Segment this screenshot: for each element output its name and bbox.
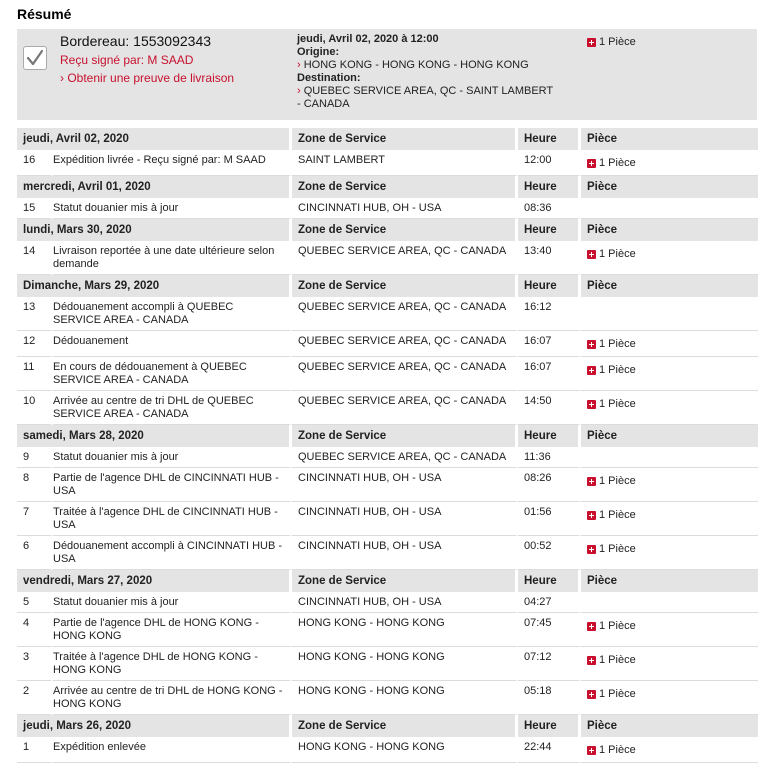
day-header-row	[17, 275, 758, 297]
event-piece-cell	[581, 681, 758, 715]
event-piece-cell	[581, 357, 758, 391]
piece-label: 1 Pièce	[599, 744, 636, 756]
event-piece-cell	[581, 447, 758, 468]
piece-label: 1 Pièce	[599, 364, 636, 376]
event-piece-cell	[581, 592, 758, 613]
piece-header: Pièce	[581, 275, 758, 297]
event-row	[17, 737, 758, 763]
event-time: 05:18	[518, 681, 581, 715]
event-time: 16:12	[518, 297, 581, 331]
event-row	[17, 502, 758, 536]
day-header-row	[17, 570, 758, 592]
event-description: En cours de dédouanement à QUEBEC SERVICE AREA - CANADA	[53, 357, 292, 391]
event-number: 10	[17, 391, 53, 425]
event-number: 1	[17, 737, 53, 763]
piece-toggle[interactable]	[587, 543, 636, 556]
expand-plus-icon	[587, 159, 596, 168]
day-header-row	[17, 128, 758, 150]
zone-header: Zone de Service	[292, 128, 518, 150]
piece-toggle[interactable]	[587, 248, 636, 261]
proof-of-delivery-link[interactable]	[60, 71, 234, 85]
piece-toggle[interactable]	[587, 744, 636, 757]
event-time: 00:52	[518, 536, 581, 570]
piece-label: 1 Pièce	[599, 509, 636, 521]
day-date: lundi, Mars 30, 2020	[17, 219, 292, 241]
piece-toggle[interactable]	[587, 157, 636, 170]
expand-plus-icon	[587, 622, 596, 631]
event-time: 08:36	[518, 198, 581, 219]
event-number: 12	[17, 331, 53, 357]
event-piece-cell	[581, 198, 758, 219]
event-zone: CINCINNATI HUB, OH - USA	[292, 502, 518, 536]
event-description: Expédition livrée - Reçu signé par: M SAAD	[53, 150, 292, 176]
event-description: Statut douanier mis à jour	[53, 198, 292, 219]
event-number: 7	[17, 502, 53, 536]
event-zone: QUEBEC SERVICE AREA, QC - CANADA	[292, 241, 518, 275]
piece-header: Pièce	[581, 219, 758, 241]
day-date: vendredi, Mars 27, 2020	[17, 570, 292, 592]
expand-plus-icon	[587, 340, 596, 349]
day-date: Dimanche, Mars 29, 2020	[17, 275, 292, 297]
event-time: 04:27	[518, 592, 581, 613]
piece-label: 1 Pièce	[599, 654, 636, 666]
event-time: 01:56	[518, 502, 581, 536]
piece-toggle[interactable]	[587, 398, 636, 411]
event-number: 6	[17, 536, 53, 570]
event-time: 07:12	[518, 647, 581, 681]
piece-toggle[interactable]	[587, 688, 636, 701]
event-row	[17, 357, 758, 391]
event-time: 16:07	[518, 357, 581, 391]
piece-toggle[interactable]	[587, 654, 636, 667]
event-number: 3	[17, 647, 53, 681]
tracking-history-table	[17, 128, 758, 763]
event-zone: QUEBEC SERVICE AREA, QC - CANADA	[292, 331, 518, 357]
event-description: Arrivée au centre de tri DHL de HONG KONG - HONG KONG	[53, 681, 292, 715]
expand-plus-icon	[587, 656, 596, 665]
day-date: samedi, Mars 28, 2020	[17, 425, 292, 447]
event-piece-cell	[581, 150, 758, 176]
event-row	[17, 681, 758, 715]
event-number: 11	[17, 357, 53, 391]
event-piece-cell	[581, 241, 758, 275]
event-number: 4	[17, 613, 53, 647]
event-description: Traitée à l'agence DHL de HONG KONG - HONG KONG	[53, 647, 292, 681]
piece-header: Pièce	[581, 570, 758, 592]
event-number: 16	[17, 150, 53, 176]
event-time: 16:07	[518, 331, 581, 357]
event-piece-cell	[581, 502, 758, 536]
piece-label: 1 Pièce	[599, 543, 636, 555]
event-description: Partie de l'agence DHL de HONG KONG - HONG KONG	[53, 613, 292, 647]
event-time: 08:26	[518, 468, 581, 502]
day-header-row	[17, 425, 758, 447]
event-description: Dédouanement accompli à CINCINNATI HUB - USA	[53, 536, 292, 570]
event-zone: CINCINNATI HUB, OH - USA	[292, 536, 518, 570]
event-time: 14:50	[518, 391, 581, 425]
piece-label: 1 Pièce	[599, 157, 636, 169]
event-piece-cell	[581, 737, 758, 763]
event-row	[17, 447, 758, 468]
origin-value: › HONG KONG - HONG KONG - HONG KONG	[297, 59, 529, 71]
piece-header: Pièce	[581, 715, 758, 737]
proof-link-label: Obtenir une preuve de livraison	[67, 71, 235, 85]
event-description: Statut douanier mis à jour	[53, 592, 292, 613]
event-description: Expédition enlevée	[53, 737, 292, 763]
event-row	[17, 331, 758, 357]
piece-toggle[interactable]	[587, 475, 636, 488]
piece-toggle[interactable]	[587, 364, 636, 377]
summary-pieces[interactable]: 1 Pièce	[587, 36, 636, 48]
event-description: Arrivée au centre de tri DHL de QUEBEC SERVICE AREA - CANADA	[53, 391, 292, 425]
zone-header: Zone de Service	[292, 275, 518, 297]
day-header-row	[17, 715, 758, 737]
event-number: 9	[17, 447, 53, 468]
destination-label: Destination:	[297, 72, 361, 84]
event-description: Livraison reportée à une date ultérieure selon demande	[53, 241, 292, 275]
event-piece-cell	[581, 468, 758, 502]
day-header-row	[17, 219, 758, 241]
origin-label: Origine:	[297, 46, 340, 58]
event-number: 5	[17, 592, 53, 613]
expand-plus-icon	[587, 545, 596, 554]
piece-header: Pièce	[581, 176, 758, 198]
event-row	[17, 391, 758, 425]
expand-plus-icon	[587, 746, 596, 755]
piece-toggle[interactable]	[587, 620, 636, 633]
time-header: Heure	[518, 128, 581, 150]
event-zone: CINCINNATI HUB, OH - USA	[292, 592, 518, 613]
event-piece-cell	[581, 331, 758, 357]
time-header: Heure	[518, 570, 581, 592]
day-header-row	[17, 176, 758, 198]
event-zone: CINCINNATI HUB, OH - USA	[292, 198, 518, 219]
piece-header: Pièce	[581, 425, 758, 447]
signed-by: Reçu signé par: M SAAD	[60, 53, 194, 67]
zone-header: Zone de Service	[292, 425, 518, 447]
time-header: Heure	[518, 275, 581, 297]
time-header: Heure	[518, 425, 581, 447]
event-time: 07:45	[518, 613, 581, 647]
event-row	[17, 468, 758, 502]
day-date: jeudi, Avril 02, 2020	[17, 128, 292, 150]
chevron-right-icon: ›	[297, 59, 301, 71]
waybill-number: Bordereau: 1553092343	[60, 33, 212, 49]
event-row	[17, 297, 758, 331]
event-zone: QUEBEC SERVICE AREA, QC - CANADA	[292, 297, 518, 331]
event-description: Traitée à l'agence DHL de CINCINNATI HUB - USA	[53, 502, 292, 536]
proof-arrow-icon: ›	[60, 71, 64, 85]
expand-plus-icon	[587, 366, 596, 375]
event-piece-cell	[581, 647, 758, 681]
event-piece-cell	[581, 613, 758, 647]
expand-plus-icon	[587, 400, 596, 409]
event-zone: QUEBEC SERVICE AREA, QC - CANADA	[292, 391, 518, 425]
event-zone: QUEBEC SERVICE AREA, QC - CANADA	[292, 357, 518, 391]
destination-value: › QUEBEC SERVICE AREA, QC - SAINT LAMBERT - CANADA	[297, 85, 553, 110]
expand-plus-icon	[587, 38, 596, 47]
event-description: Dédouanement	[53, 331, 292, 357]
piece-label: 1 Pièce	[599, 620, 636, 632]
time-header: Heure	[518, 176, 581, 198]
event-zone: QUEBEC SERVICE AREA, QC - CANADA	[292, 447, 518, 468]
shipment-summary	[17, 29, 757, 120]
time-header: Heure	[518, 219, 581, 241]
piece-header: Pièce	[581, 128, 758, 150]
event-time: 12:00	[518, 150, 581, 176]
zone-header: Zone de Service	[292, 219, 518, 241]
piece-label: 1 Pièce	[599, 688, 636, 700]
time-header: Heure	[518, 715, 581, 737]
event-description: Statut douanier mis à jour	[53, 447, 292, 468]
zone-header: Zone de Service	[292, 176, 518, 198]
piece-label: 1 Pièce	[599, 338, 636, 350]
event-time: 22:44	[518, 737, 581, 763]
event-row	[17, 592, 758, 613]
delivered-check-icon	[23, 46, 47, 70]
event-zone: SAINT LAMBERT	[292, 150, 518, 176]
chevron-right-icon: ›	[297, 85, 301, 97]
event-row	[17, 241, 758, 275]
event-piece-cell	[581, 297, 758, 331]
event-description: Dédouanement accompli à QUEBEC SERVICE AREA - CANADA	[53, 297, 292, 331]
piece-label: 1 Pièce	[599, 398, 636, 410]
event-number: 2	[17, 681, 53, 715]
event-time: 11:36	[518, 447, 581, 468]
event-row	[17, 536, 758, 570]
event-number: 13	[17, 297, 53, 331]
event-row	[17, 150, 758, 176]
event-row	[17, 613, 758, 647]
event-row	[17, 198, 758, 219]
event-number: 15	[17, 198, 53, 219]
zone-header: Zone de Service	[292, 570, 518, 592]
event-piece-cell	[581, 536, 758, 570]
page-title: Résumé	[17, 6, 72, 22]
event-zone: HONG KONG - HONG KONG	[292, 681, 518, 715]
event-zone: HONG KONG - HONG KONG	[292, 737, 518, 763]
event-description: Partie de l'agence DHL de CINCINNATI HUB - USA	[53, 468, 292, 502]
piece-label: 1 Pièce	[599, 248, 636, 260]
piece-toggle[interactable]	[587, 509, 636, 522]
piece-toggle[interactable]	[587, 338, 636, 351]
event-zone: HONG KONG - HONG KONG	[292, 647, 518, 681]
event-number: 14	[17, 241, 53, 275]
event-time: 13:40	[518, 241, 581, 275]
zone-header: Zone de Service	[292, 715, 518, 737]
day-date: mercredi, Avril 01, 2020	[17, 176, 292, 198]
expand-plus-icon	[587, 477, 596, 486]
event-number: 8	[17, 468, 53, 502]
expand-plus-icon	[587, 511, 596, 520]
expand-plus-icon	[587, 690, 596, 699]
summary-datetime: jeudi, Avril 02, 2020 à 12:00	[297, 33, 439, 45]
expand-plus-icon	[587, 250, 596, 259]
event-zone: HONG KONG - HONG KONG	[292, 613, 518, 647]
event-row	[17, 647, 758, 681]
event-piece-cell	[581, 391, 758, 425]
event-zone: CINCINNATI HUB, OH - USA	[292, 468, 518, 502]
day-date: jeudi, Mars 26, 2020	[17, 715, 292, 737]
piece-label: 1 Pièce	[599, 475, 636, 487]
summary-route	[297, 33, 557, 111]
